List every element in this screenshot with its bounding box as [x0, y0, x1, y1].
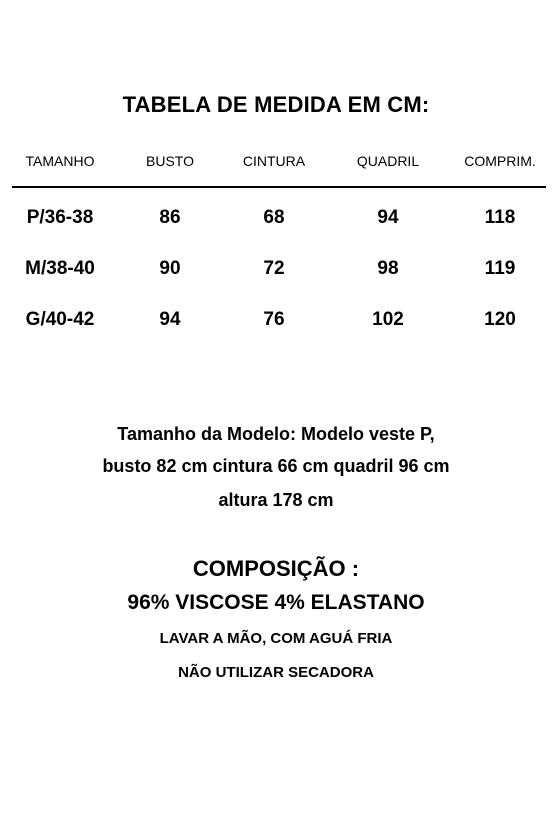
column-header-tamanho: TAMANHO — [25, 153, 95, 169]
table-cell: G/40-42 — [25, 309, 95, 330]
table-title: TABELA DE MEDIDA EM CM: — [122, 92, 430, 117]
table-cell: 102 — [372, 309, 404, 330]
model-measures-line: busto 82 cm cintura 66 cm quadril 96 cm — [102, 456, 450, 476]
table-cell: 90 — [159, 258, 181, 279]
composition-fabric: 96% VISCOSE 4% ELASTANO — [127, 591, 425, 614]
model-height-line: altura 178 cm — [218, 490, 334, 510]
column-header-busto: BUSTO — [146, 153, 194, 169]
header-divider — [12, 186, 546, 188]
care-instruction-dryer: NÃO UTILIZAR SECADORA — [178, 664, 374, 681]
table-cell: 86 — [159, 207, 181, 228]
table-cell: M/38-40 — [25, 258, 95, 279]
column-header-quadril: QUADRIL — [356, 153, 420, 169]
table-cell: P/36-38 — [26, 207, 94, 228]
table-cell: 98 — [377, 258, 399, 279]
column-header-cintura: CINTURA — [242, 153, 306, 169]
model-size-line: Tamanho da Modelo: Modelo veste P, — [117, 424, 435, 444]
table-cell: 72 — [263, 258, 285, 279]
care-instruction-wash: LAVAR A MÃO, COM AGUÁ FRIA — [159, 630, 393, 647]
table-cell: 76 — [263, 309, 285, 330]
table-cell: 120 — [484, 309, 516, 330]
table-cell: 119 — [484, 258, 516, 279]
table-cell: 68 — [263, 207, 285, 228]
table-cell: 94 — [377, 207, 399, 228]
table-cell: 94 — [159, 309, 181, 330]
table-cell: 118 — [484, 207, 516, 228]
column-header-comprimento: COMPRIM. — [464, 153, 536, 169]
composition-title: COMPOSIÇÃO : — [192, 556, 360, 581]
